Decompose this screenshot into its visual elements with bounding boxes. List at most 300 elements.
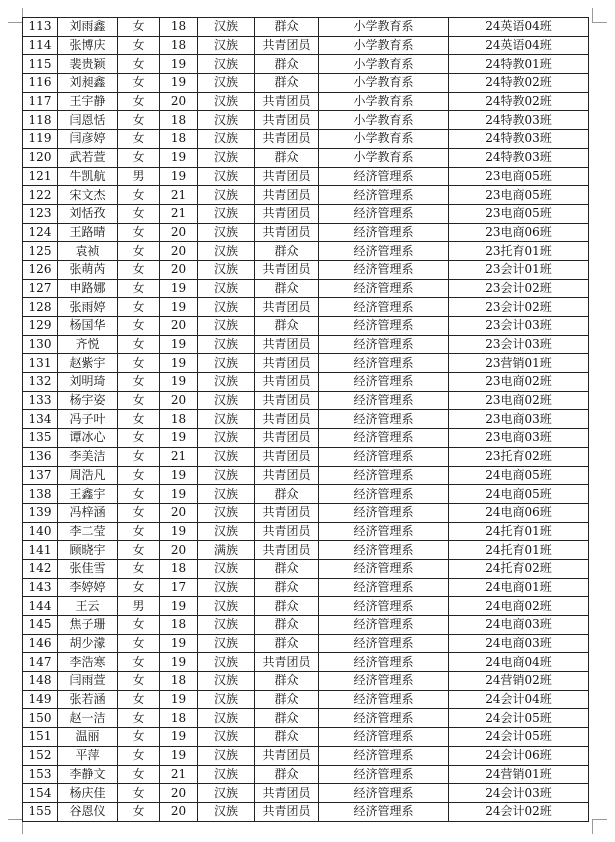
age-cell: 19 — [160, 167, 198, 186]
department-cell: 经济管理系 — [319, 616, 449, 635]
row-number-cell: 129 — [23, 317, 58, 336]
class-name-cell: 24电商05班 — [449, 466, 589, 485]
class-name-cell: 24营销01班 — [449, 765, 589, 784]
student-name-cell: 李婷婷 — [58, 578, 118, 597]
row-number-cell: 134 — [23, 410, 58, 429]
crop-mark-bottom-left — [8, 819, 23, 834]
age-cell: 18 — [160, 130, 198, 149]
table-row — [23, 559, 589, 578]
department-cell: 经济管理系 — [319, 634, 449, 653]
row-number-cell: 124 — [23, 223, 58, 242]
class-name-cell: 23电商06班 — [449, 223, 589, 242]
ethnicity-cell: 汉族 — [198, 429, 255, 448]
student-name-cell: 闫恩恬 — [58, 111, 118, 130]
department-cell: 经济管理系 — [319, 802, 449, 821]
student-name-cell: 杨庆佳 — [58, 784, 118, 803]
political-status-cell: 群众 — [255, 242, 319, 261]
age-cell: 20 — [160, 541, 198, 560]
gender-cell: 女 — [118, 111, 160, 130]
student-name-cell: 张若涵 — [58, 690, 118, 709]
student-name-cell: 闫雨萱 — [58, 672, 118, 691]
gender-cell: 女 — [118, 802, 160, 821]
gender-cell: 女 — [118, 410, 160, 429]
department-cell: 小学教育系 — [319, 18, 449, 37]
table-row — [23, 242, 589, 261]
age-cell: 19 — [160, 728, 198, 747]
political-status-cell: 群众 — [255, 148, 319, 167]
table-row — [23, 55, 589, 74]
row-number-cell: 147 — [23, 653, 58, 672]
class-name-cell: 23电商05班 — [449, 167, 589, 186]
gender-cell: 女 — [118, 148, 160, 167]
political-status-cell: 共青团员 — [255, 298, 319, 317]
row-number-cell: 146 — [23, 634, 58, 653]
department-cell: 经济管理系 — [319, 242, 449, 261]
student-name-cell: 杨国华 — [58, 317, 118, 336]
class-name-cell: 24英语04班 — [449, 18, 589, 37]
department-cell: 经济管理系 — [319, 391, 449, 410]
age-cell: 19 — [160, 55, 198, 74]
department-cell: 经济管理系 — [319, 503, 449, 522]
class-name-cell: 24电商02班 — [449, 597, 589, 616]
row-number-cell: 149 — [23, 690, 58, 709]
gender-cell: 女 — [118, 373, 160, 392]
ethnicity-cell: 汉族 — [198, 709, 255, 728]
age-cell: 19 — [160, 148, 198, 167]
table-row — [23, 204, 589, 223]
political-status-cell: 共青团员 — [255, 503, 319, 522]
crop-mark-bottom-right — [592, 819, 607, 834]
student-roster-table — [22, 17, 589, 822]
student-name-cell: 刘恬孜 — [58, 204, 118, 223]
class-name-cell: 23会计01班 — [449, 260, 589, 279]
class-name-cell: 24营销02班 — [449, 672, 589, 691]
age-cell: 19 — [160, 354, 198, 373]
student-name-cell: 刘明琦 — [58, 373, 118, 392]
row-number-cell: 119 — [23, 130, 58, 149]
student-name-cell: 赵一洁 — [58, 709, 118, 728]
student-name-cell: 裴贵颖 — [58, 55, 118, 74]
student-name-cell: 胡少濛 — [58, 634, 118, 653]
class-name-cell: 24电商03班 — [449, 634, 589, 653]
department-cell: 小学教育系 — [319, 148, 449, 167]
gender-cell: 女 — [118, 784, 160, 803]
ethnicity-cell: 汉族 — [198, 298, 255, 317]
political-status-cell: 群众 — [255, 709, 319, 728]
table-row — [23, 298, 589, 317]
political-status-cell: 群众 — [255, 578, 319, 597]
ethnicity-cell: 汉族 — [198, 242, 255, 261]
class-name-cell: 24会计02班 — [449, 802, 589, 821]
political-status-cell: 群众 — [255, 597, 319, 616]
ethnicity-cell: 汉族 — [198, 653, 255, 672]
ethnicity-cell: 汉族 — [198, 597, 255, 616]
table-row — [23, 690, 589, 709]
political-status-cell: 共青团员 — [255, 522, 319, 541]
class-name-cell: 23会计02班 — [449, 279, 589, 298]
gender-cell: 男 — [118, 597, 160, 616]
ethnicity-cell: 汉族 — [198, 578, 255, 597]
age-cell: 19 — [160, 634, 198, 653]
class-name-cell: 23会计03班 — [449, 335, 589, 354]
gender-cell: 女 — [118, 690, 160, 709]
department-cell: 小学教育系 — [319, 55, 449, 74]
age-cell: 18 — [160, 616, 198, 635]
table-row — [23, 503, 589, 522]
department-cell: 经济管理系 — [319, 522, 449, 541]
row-number-cell: 128 — [23, 298, 58, 317]
ethnicity-cell: 汉族 — [198, 802, 255, 821]
class-name-cell: 24托育01班 — [449, 522, 589, 541]
ethnicity-cell: 汉族 — [198, 728, 255, 747]
department-cell: 经济管理系 — [319, 653, 449, 672]
ethnicity-cell: 汉族 — [198, 111, 255, 130]
table-row — [23, 410, 589, 429]
ethnicity-cell: 汉族 — [198, 373, 255, 392]
age-cell: 18 — [160, 559, 198, 578]
table-row — [23, 746, 589, 765]
political-status-cell: 共青团员 — [255, 260, 319, 279]
age-cell: 19 — [160, 597, 198, 616]
age-cell: 21 — [160, 447, 198, 466]
row-number-cell: 141 — [23, 541, 58, 560]
age-cell: 18 — [160, 410, 198, 429]
political-status-cell: 群众 — [255, 55, 319, 74]
table-row — [23, 260, 589, 279]
table-row — [23, 111, 589, 130]
class-name-cell: 23电商05班 — [449, 204, 589, 223]
age-cell: 21 — [160, 204, 198, 223]
gender-cell: 女 — [118, 765, 160, 784]
age-cell: 19 — [160, 74, 198, 93]
department-cell: 经济管理系 — [319, 373, 449, 392]
age-cell: 20 — [160, 802, 198, 821]
table-row — [23, 92, 589, 111]
gender-cell: 女 — [118, 578, 160, 597]
student-name-cell: 张萌芮 — [58, 260, 118, 279]
class-name-cell: 24托育01班 — [449, 541, 589, 560]
student-name-cell: 齐悦 — [58, 335, 118, 354]
crop-mark-top-left — [8, 8, 23, 23]
department-cell: 经济管理系 — [319, 690, 449, 709]
table-row — [23, 485, 589, 504]
ethnicity-cell: 汉族 — [198, 447, 255, 466]
row-number-cell: 139 — [23, 503, 58, 522]
class-name-cell: 23电商03班 — [449, 429, 589, 448]
age-cell: 19 — [160, 335, 198, 354]
gender-cell: 女 — [118, 391, 160, 410]
political-status-cell: 共青团员 — [255, 223, 319, 242]
political-status-cell: 共青团员 — [255, 335, 319, 354]
row-number-cell: 132 — [23, 373, 58, 392]
gender-cell: 女 — [118, 447, 160, 466]
row-number-cell: 154 — [23, 784, 58, 803]
department-cell: 小学教育系 — [319, 111, 449, 130]
political-status-cell: 共青团员 — [255, 204, 319, 223]
student-name-cell: 李二莹 — [58, 522, 118, 541]
student-name-cell: 赵紫宇 — [58, 354, 118, 373]
ethnicity-cell: 汉族 — [198, 410, 255, 429]
student-name-cell: 王路晴 — [58, 223, 118, 242]
gender-cell: 女 — [118, 503, 160, 522]
age-cell: 19 — [160, 373, 198, 392]
student-name-cell: 王宇静 — [58, 92, 118, 111]
class-name-cell: 23托育02班 — [449, 447, 589, 466]
ethnicity-cell: 汉族 — [198, 223, 255, 242]
ethnicity-cell: 汉族 — [198, 204, 255, 223]
age-cell: 18 — [160, 111, 198, 130]
class-name-cell: 24电商06班 — [449, 503, 589, 522]
age-cell: 19 — [160, 279, 198, 298]
ethnicity-cell: 汉族 — [198, 765, 255, 784]
ethnicity-cell: 汉族 — [198, 784, 255, 803]
ethnicity-cell: 汉族 — [198, 167, 255, 186]
political-status-cell: 共青团员 — [255, 784, 319, 803]
table-row — [23, 373, 589, 392]
ethnicity-cell: 汉族 — [198, 186, 255, 205]
gender-cell: 男 — [118, 167, 160, 186]
political-status-cell: 群众 — [255, 616, 319, 635]
political-status-cell: 共青团员 — [255, 447, 319, 466]
department-cell: 小学教育系 — [319, 74, 449, 93]
ethnicity-cell: 汉族 — [198, 503, 255, 522]
class-name-cell: 24会计04班 — [449, 690, 589, 709]
ethnicity-cell: 汉族 — [198, 148, 255, 167]
table-row — [23, 802, 589, 821]
class-name-cell: 23电商03班 — [449, 410, 589, 429]
political-status-cell: 群众 — [255, 672, 319, 691]
ethnicity-cell: 汉族 — [198, 130, 255, 149]
table-row — [23, 672, 589, 691]
department-cell: 经济管理系 — [319, 410, 449, 429]
row-number-cell: 140 — [23, 522, 58, 541]
gender-cell: 女 — [118, 92, 160, 111]
age-cell: 20 — [160, 242, 198, 261]
row-number-cell: 135 — [23, 429, 58, 448]
department-cell: 经济管理系 — [319, 765, 449, 784]
student-name-cell: 冯梓涵 — [58, 503, 118, 522]
student-name-cell: 武若萱 — [58, 148, 118, 167]
crop-mark-top-right — [592, 8, 607, 23]
age-cell: 21 — [160, 765, 198, 784]
gender-cell: 女 — [118, 709, 160, 728]
student-name-cell: 温丽 — [58, 728, 118, 747]
age-cell: 20 — [160, 317, 198, 336]
age-cell: 19 — [160, 485, 198, 504]
gender-cell: 女 — [118, 429, 160, 448]
gender-cell: 女 — [118, 354, 160, 373]
political-status-cell: 共青团员 — [255, 130, 319, 149]
gender-cell: 女 — [118, 522, 160, 541]
ethnicity-cell: 汉族 — [198, 616, 255, 635]
age-cell: 19 — [160, 298, 198, 317]
row-number-cell: 120 — [23, 148, 58, 167]
ethnicity-cell: 汉族 — [198, 317, 255, 336]
table-row — [23, 391, 589, 410]
class-name-cell: 23电商02班 — [449, 391, 589, 410]
class-name-cell: 24特教01班 — [449, 55, 589, 74]
row-number-cell: 150 — [23, 709, 58, 728]
age-cell: 18 — [160, 672, 198, 691]
ethnicity-cell: 汉族 — [198, 746, 255, 765]
table-row — [23, 578, 589, 597]
age-cell: 18 — [160, 18, 198, 37]
student-name-cell: 谷恩仪 — [58, 802, 118, 821]
row-number-cell: 117 — [23, 92, 58, 111]
political-status-cell: 群众 — [255, 728, 319, 747]
table-row — [23, 634, 589, 653]
department-cell: 经济管理系 — [319, 260, 449, 279]
class-name-cell: 24电商03班 — [449, 616, 589, 635]
political-status-cell: 共青团员 — [255, 429, 319, 448]
table-row — [23, 522, 589, 541]
student-name-cell: 杨宇姿 — [58, 391, 118, 410]
student-name-cell: 冯子叶 — [58, 410, 118, 429]
row-number-cell: 113 — [23, 18, 58, 37]
political-status-cell: 群众 — [255, 634, 319, 653]
table-row — [23, 223, 589, 242]
class-name-cell: 24会计05班 — [449, 728, 589, 747]
row-number-cell: 151 — [23, 728, 58, 747]
table-row — [23, 653, 589, 672]
political-status-cell: 共青团员 — [255, 541, 319, 560]
row-number-cell: 131 — [23, 354, 58, 373]
class-name-cell: 24电商04班 — [449, 653, 589, 672]
row-number-cell: 122 — [23, 186, 58, 205]
student-name-cell: 张佳雪 — [58, 559, 118, 578]
class-name-cell: 24特教03班 — [449, 111, 589, 130]
row-number-cell: 130 — [23, 335, 58, 354]
row-number-cell: 127 — [23, 279, 58, 298]
department-cell: 经济管理系 — [319, 167, 449, 186]
age-cell: 20 — [160, 260, 198, 279]
department-cell: 小学教育系 — [319, 36, 449, 55]
department-cell: 经济管理系 — [319, 784, 449, 803]
age-cell: 20 — [160, 391, 198, 410]
ethnicity-cell: 汉族 — [198, 559, 255, 578]
class-name-cell: 23会计03班 — [449, 317, 589, 336]
class-name-cell: 24特教02班 — [449, 74, 589, 93]
student-name-cell: 李浩寒 — [58, 653, 118, 672]
age-cell: 19 — [160, 746, 198, 765]
table-row — [23, 541, 589, 560]
row-number-cell: 142 — [23, 559, 58, 578]
table-row — [23, 36, 589, 55]
student-name-cell: 牛凯航 — [58, 167, 118, 186]
department-cell: 经济管理系 — [319, 466, 449, 485]
class-name-cell: 24特教02班 — [449, 92, 589, 111]
gender-cell: 女 — [118, 335, 160, 354]
age-cell: 19 — [160, 653, 198, 672]
department-cell: 经济管理系 — [319, 223, 449, 242]
department-cell: 经济管理系 — [319, 186, 449, 205]
political-status-cell: 共青团员 — [255, 186, 319, 205]
class-name-cell: 24特教03班 — [449, 148, 589, 167]
department-cell: 经济管理系 — [319, 485, 449, 504]
age-cell: 21 — [160, 186, 198, 205]
political-status-cell: 群众 — [255, 18, 319, 37]
table-row — [23, 148, 589, 167]
gender-cell: 女 — [118, 242, 160, 261]
table-row — [23, 597, 589, 616]
department-cell: 经济管理系 — [319, 298, 449, 317]
table-row — [23, 186, 589, 205]
row-number-cell: 115 — [23, 55, 58, 74]
table-row — [23, 765, 589, 784]
class-name-cell: 24会计03班 — [449, 784, 589, 803]
department-cell: 经济管理系 — [319, 541, 449, 560]
department-cell: 经济管理系 — [319, 335, 449, 354]
political-status-cell: 群众 — [255, 765, 319, 784]
ethnicity-cell: 汉族 — [198, 279, 255, 298]
student-name-cell: 刘昶鑫 — [58, 74, 118, 93]
row-number-cell: 152 — [23, 746, 58, 765]
age-cell: 19 — [160, 429, 198, 448]
department-cell: 小学教育系 — [319, 130, 449, 149]
row-number-cell: 121 — [23, 167, 58, 186]
gender-cell: 女 — [118, 186, 160, 205]
student-name-cell: 李静文 — [58, 765, 118, 784]
department-cell: 经济管理系 — [319, 746, 449, 765]
gender-cell: 女 — [118, 279, 160, 298]
political-status-cell: 群众 — [255, 279, 319, 298]
gender-cell: 女 — [118, 74, 160, 93]
table-row — [23, 354, 589, 373]
table-row — [23, 74, 589, 93]
row-number-cell: 123 — [23, 204, 58, 223]
table-row — [23, 130, 589, 149]
ethnicity-cell: 汉族 — [198, 522, 255, 541]
gender-cell: 女 — [118, 485, 160, 504]
table-row — [23, 728, 589, 747]
department-cell: 经济管理系 — [319, 447, 449, 466]
gender-cell: 女 — [118, 466, 160, 485]
department-cell: 经济管理系 — [319, 709, 449, 728]
ethnicity-cell: 汉族 — [198, 634, 255, 653]
table-row — [23, 466, 589, 485]
ethnicity-cell: 汉族 — [198, 18, 255, 37]
department-cell: 经济管理系 — [319, 578, 449, 597]
age-cell: 19 — [160, 690, 198, 709]
gender-cell: 女 — [118, 55, 160, 74]
political-status-cell: 群众 — [255, 74, 319, 93]
student-name-cell: 王鑫宇 — [58, 485, 118, 504]
political-status-cell: 共青团员 — [255, 167, 319, 186]
ethnicity-cell: 汉族 — [198, 36, 255, 55]
student-name-cell: 平萍 — [58, 746, 118, 765]
political-status-cell: 共青团员 — [255, 653, 319, 672]
table-row — [23, 784, 589, 803]
ethnicity-cell: 汉族 — [198, 335, 255, 354]
gender-cell: 女 — [118, 260, 160, 279]
gender-cell: 女 — [118, 672, 160, 691]
row-number-cell: 138 — [23, 485, 58, 504]
gender-cell: 女 — [118, 130, 160, 149]
age-cell: 18 — [160, 709, 198, 728]
row-number-cell: 144 — [23, 597, 58, 616]
student-name-cell: 刘雨鑫 — [58, 18, 118, 37]
age-cell: 19 — [160, 466, 198, 485]
row-number-cell: 153 — [23, 765, 58, 784]
political-status-cell: 群众 — [255, 690, 319, 709]
age-cell: 20 — [160, 92, 198, 111]
political-status-cell: 群众 — [255, 317, 319, 336]
political-status-cell: 共青团员 — [255, 391, 319, 410]
class-name-cell: 23托育01班 — [449, 242, 589, 261]
row-number-cell: 143 — [23, 578, 58, 597]
ethnicity-cell: 汉族 — [198, 92, 255, 111]
age-cell: 20 — [160, 503, 198, 522]
